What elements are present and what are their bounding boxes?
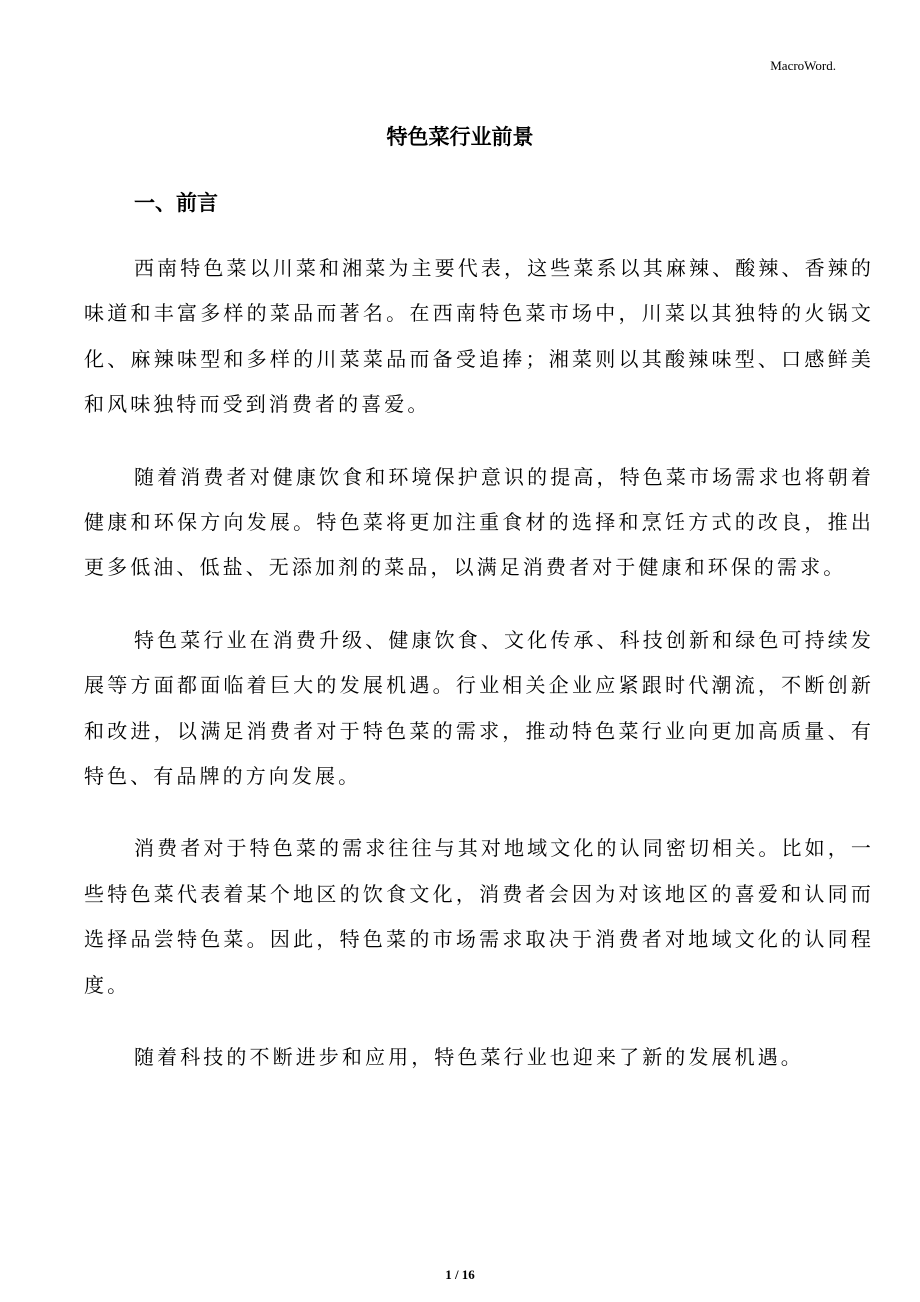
document-title: 特色菜行业前景 <box>386 125 534 149</box>
paragraph-5: 随着科技的不断进步和应用，特色菜行业也迎来了新的发展机遇。 <box>134 1045 804 1070</box>
paragraph-2: 随着消费者对健康饮食和环境保护意识的提高，特色菜市场需求也将朝着健康和环保方向发展。特色菜将更加注重食材的选择和烹饪方式的改良，推出更多低油、低盐、无添加剂的菜品，以满足消费者对于健康和环保的需求。 <box>84 464 874 580</box>
section-heading-preface: 一、前言 <box>134 191 218 215</box>
paragraph-4: 消费者对于特色菜的需求往往与其对地域文化的认同密切相关。比如，一些特色菜代表着某个地区的饮食文化，消费者会因为对该地区的喜爱和认同而选择品尝特色菜。因此，特色菜的市场需求取决于消费者对地域文化的认同程度。 <box>84 836 874 997</box>
page-number: 1 / 16 <box>445 1267 475 1282</box>
paragraph-1: 西南特色菜以川菜和湘菜为主要代表，这些菜系以其麻辣、酸辣、香辣的味道和丰富多样的菜品而著名。在西南特色菜市场中，川菜以其独特的火锅文化、麻辣味型和多样的川菜菜品而备受追捧；湘菜则以其酸辣味型、口感鲜美和风味独特而受到消费者的喜爱。 <box>84 256 874 417</box>
header-watermark: MacroWord. <box>770 58 836 73</box>
paragraph-3: 特色菜行业在消费升级、健康饮食、文化传承、科技创新和绿色可持续发展等方面都面临着巨大的发展机遇。行业相关企业应紧跟时代潮流，不断创新和改进，以满足消费者对于特色菜的需求，推动特色菜行业向更加高质量、有特色、有品牌的方向发展。 <box>84 627 874 789</box>
body-text <box>84 246 874 1081</box>
